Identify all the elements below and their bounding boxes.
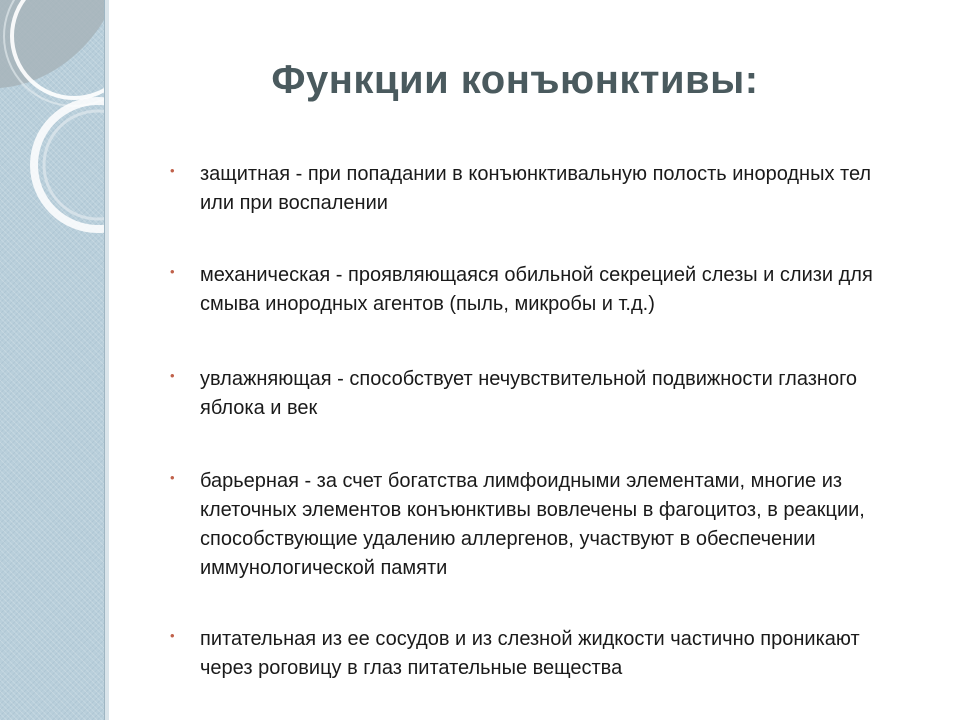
bullet-text: механическая - проявляющаяся обильной секрецией слезы и слизи для смыва инородных агентов (пыль, микробы и т.д.) bbox=[200, 264, 873, 315]
bullet-item-barrier bbox=[170, 467, 910, 583]
bullet-dot-icon: • bbox=[170, 368, 175, 383]
bullet-item-moisturizing bbox=[170, 365, 910, 423]
bullet-item-protective bbox=[170, 160, 910, 218]
bullet-dot-icon: • bbox=[170, 163, 175, 178]
bullet-text: барьерная - за счет богатства лимфоидными элементами, многие из клеточных элементов конъюнктивы вовлечены в фагоцитоз, в реакции, способствующие удалению аллергенов, участвуют в обеспечении иммунологической памяти bbox=[200, 470, 865, 579]
bullet-dot-icon: • bbox=[170, 470, 175, 485]
bullet-dot-icon: • bbox=[170, 628, 175, 643]
bullet-dot-icon: • bbox=[170, 264, 175, 279]
bullet-item-nutritive bbox=[170, 625, 910, 683]
slide-title: Функции конъюнктивы: bbox=[271, 58, 759, 102]
decorative-rings-graphic bbox=[0, 0, 108, 260]
bullet-text: увлажняющая - способствует нечувствительной подвижности глазного яблока и век bbox=[200, 368, 858, 419]
bullet-text: защитная - при попадании в конъюнктивальную полость инородных тел или при воспалении bbox=[200, 163, 872, 214]
bullet-item-mechanical bbox=[170, 261, 910, 319]
bullet-text: питательная из ее сосудов и из слезной жидкости частично проникают через роговицу в глаз питательные вещества bbox=[200, 628, 860, 679]
